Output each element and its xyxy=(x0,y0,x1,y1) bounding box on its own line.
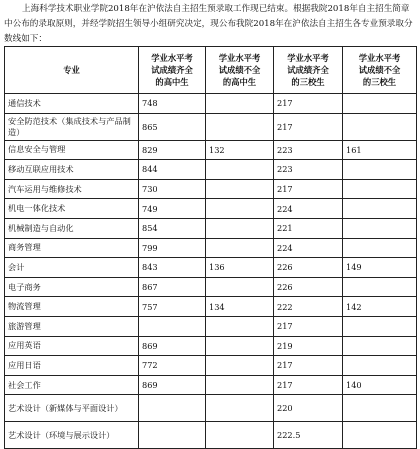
hs-complete-cell: 854 xyxy=(139,218,206,238)
header-line: 的高中生 xyxy=(155,77,189,87)
major-cell: 信息安全与管理 xyxy=(5,140,139,160)
table-header-row xyxy=(5,47,417,94)
sx-incomplete-cell xyxy=(343,160,417,180)
hs-incomplete-cell xyxy=(206,277,274,297)
table-body xyxy=(5,94,417,449)
major-cell: 旅游管理 xyxy=(5,316,139,336)
major-cell: 电子商务 xyxy=(5,277,139,297)
sx-complete-cell: 221 xyxy=(274,218,343,238)
hs-complete-cell: 730 xyxy=(139,179,206,199)
sx-complete-cell: 224 xyxy=(274,199,343,219)
header-line: 试成绩不全 xyxy=(218,65,261,75)
header-line: 试成绩齐全 xyxy=(151,65,193,75)
table-row xyxy=(5,238,417,258)
hs-incomplete-cell xyxy=(206,422,274,449)
table-row xyxy=(5,94,417,114)
table-row xyxy=(5,277,417,297)
major-cell: 物流管理 xyxy=(5,297,139,317)
major-cell: 商务管理 xyxy=(5,238,139,258)
sx-incomplete-cell xyxy=(343,179,417,199)
header-line: 学业水平考 xyxy=(218,53,261,63)
header-line: 学业水平考 xyxy=(287,53,329,63)
sx-incomplete-cell: 142 xyxy=(343,297,417,317)
hs-complete-cell: 829 xyxy=(139,140,206,160)
sx-complete-cell: 220 xyxy=(274,395,343,422)
sx-complete-cell: 222 xyxy=(274,297,343,317)
hs-complete-cell: 844 xyxy=(139,160,206,180)
hs-complete-cell xyxy=(139,395,206,422)
sx-incomplete-cell xyxy=(343,422,417,449)
sx-incomplete-cell xyxy=(343,336,417,356)
hs-complete-cell: 867 xyxy=(139,277,206,297)
header-major xyxy=(5,47,139,94)
hs-incomplete-cell: 136 xyxy=(206,258,274,278)
sx-incomplete-cell xyxy=(343,316,417,336)
hs-complete-cell: 869 xyxy=(139,336,206,356)
table-row xyxy=(5,395,417,422)
table-row xyxy=(5,179,417,199)
header-line: 的高中生 xyxy=(222,77,257,87)
major-cell: 艺术设计（新媒体与平面设计） xyxy=(5,395,139,422)
header-sx-complete xyxy=(274,47,343,94)
hs-incomplete-cell xyxy=(206,179,274,199)
header-sx-incomplete xyxy=(343,47,417,94)
major-cell: 汽车运用与维修技术 xyxy=(5,179,139,199)
sx-incomplete-cell: 140 xyxy=(343,375,417,395)
sx-complete-cell: 217 xyxy=(274,179,343,199)
table-row xyxy=(5,258,417,278)
header-line: 的三校生 xyxy=(291,77,325,87)
sx-incomplete-cell xyxy=(343,356,417,376)
hs-complete-cell: 799 xyxy=(139,238,206,258)
table-row xyxy=(5,336,417,356)
major-cell: 应用日语 xyxy=(5,356,139,376)
header-hs-incomplete xyxy=(206,47,274,94)
table-row xyxy=(5,218,417,238)
hs-complete-cell: 748 xyxy=(139,94,206,114)
sx-complete-cell: 217 xyxy=(274,113,343,140)
major-cell: 机械制造与自动化 xyxy=(5,218,139,238)
sx-incomplete-cell: 161 xyxy=(343,140,417,160)
hs-complete-cell xyxy=(139,316,206,336)
sx-complete-cell: 222.5 xyxy=(274,422,343,449)
sx-incomplete-cell xyxy=(343,199,417,219)
table-row xyxy=(5,113,417,140)
sx-incomplete-cell xyxy=(343,94,417,114)
major-cell: 安全防范技术（集成技术与产品制造） xyxy=(5,113,139,140)
sx-incomplete-cell xyxy=(343,113,417,140)
major-cell: 机电一体化技术 xyxy=(5,199,139,219)
hs-incomplete-cell xyxy=(206,94,274,114)
hs-complete-cell: 772 xyxy=(139,356,206,376)
hs-incomplete-cell xyxy=(206,199,274,219)
hs-complete-cell: 869 xyxy=(139,375,206,395)
sx-complete-cell: 224 xyxy=(274,238,343,258)
hs-complete-cell: 749 xyxy=(139,199,206,219)
hs-incomplete-cell xyxy=(206,336,274,356)
major-cell: 社会工作 xyxy=(5,375,139,395)
hs-incomplete-cell xyxy=(206,238,274,258)
major-cell: 艺术设计（环境与展示设计） xyxy=(5,422,139,449)
sx-complete-cell: 217 xyxy=(274,316,343,336)
hs-incomplete-cell xyxy=(206,316,274,336)
sx-complete-cell: 223 xyxy=(274,140,343,160)
table-row xyxy=(5,356,417,376)
header-line: 的三校生 xyxy=(362,77,397,87)
sx-incomplete-cell xyxy=(343,277,417,297)
header-line: 试成绩齐全 xyxy=(287,65,329,75)
hs-incomplete-cell xyxy=(206,395,274,422)
hs-incomplete-cell xyxy=(206,160,274,180)
sx-incomplete-cell xyxy=(343,395,417,422)
major-cell: 通信技术 xyxy=(5,94,139,114)
sx-complete-cell: 223 xyxy=(274,160,343,180)
hs-incomplete-cell: 134 xyxy=(206,297,274,317)
major-cell: 会计 xyxy=(5,258,139,278)
header-line: 学业水平考 xyxy=(151,53,193,63)
table-row xyxy=(5,422,417,449)
table-row xyxy=(5,199,417,219)
score-table xyxy=(4,46,417,449)
hs-incomplete-cell xyxy=(206,218,274,238)
major-cell: 应用英语 xyxy=(5,336,139,356)
header-hs-complete xyxy=(139,47,206,94)
hs-incomplete-cell xyxy=(206,375,274,395)
hs-complete-cell xyxy=(139,422,206,449)
hs-complete-cell: 865 xyxy=(139,113,206,140)
hs-incomplete-cell: 132 xyxy=(206,140,274,160)
hs-complete-cell: 757 xyxy=(139,297,206,317)
hs-incomplete-cell xyxy=(206,356,274,376)
table-row xyxy=(5,297,417,317)
header-line: 学业水平考 xyxy=(358,53,401,63)
header-line: 专业 xyxy=(63,65,80,75)
table-row xyxy=(5,140,417,160)
hs-incomplete-cell xyxy=(206,113,274,140)
header-line: 试成绩不全 xyxy=(358,65,401,75)
table-row xyxy=(5,316,417,336)
sx-incomplete-cell: 149 xyxy=(343,258,417,278)
sx-complete-cell: 219 xyxy=(274,336,343,356)
sx-incomplete-cell xyxy=(343,218,417,238)
intro-paragraph: 上海科学技术职业学院2018年在沪依法自主招生预录取工作现已结束。根据我院2018年自主招生简章中公布的录取原则，并经学院招生领导小组研究决定，现公布我院2018年在沪依法自主招生各专业预录取分数线如下： xyxy=(4,4,413,44)
table-row xyxy=(5,375,417,395)
major-cell: 移动互联应用技术 xyxy=(5,160,139,180)
sx-complete-cell: 217 xyxy=(274,94,343,114)
sx-complete-cell: 226 xyxy=(274,277,343,297)
hs-complete-cell: 843 xyxy=(139,258,206,278)
sx-complete-cell: 217 xyxy=(274,356,343,376)
sx-complete-cell: 226 xyxy=(274,258,343,278)
table-row xyxy=(5,160,417,180)
sx-complete-cell: 217 xyxy=(274,375,343,395)
sx-incomplete-cell xyxy=(343,238,417,258)
